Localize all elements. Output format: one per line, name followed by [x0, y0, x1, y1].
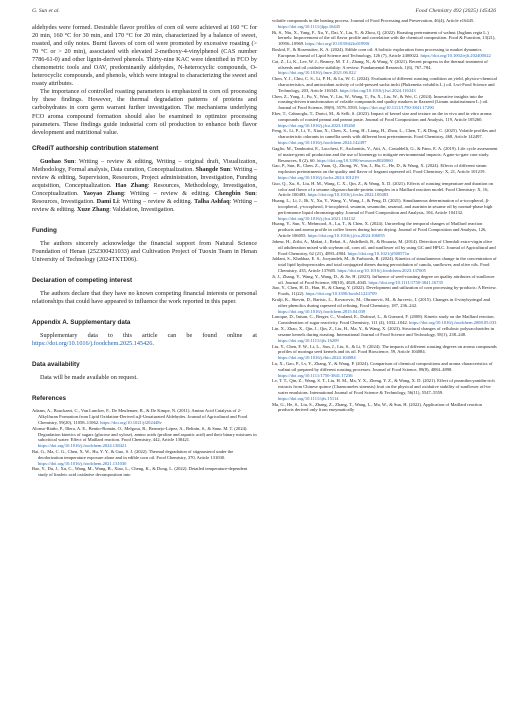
reference-text: Lv, T. T., Qin, Z., Wang, S. T., Liu, H. M., Ma, Y. X., Zheng, Y. Z., & Wang, X. D. (2021). Effect of proanthocyanidin-rich extracts from Chinese quince (Chaenomeles sinensis) fruit on the physical and oxidative stability of sunflower oil-in-water emulsions. International Journal of Food Science & Technology, 56(11), 5547–5559.	[272, 378, 495, 395]
reference-text: Gaglio, M., Tamburini, E., Lucchesi, F., Aschonitis, V., Atti, A., Castaldelli, G., & Fano, E. A. (2019). Life cycle assessment of maize-germ oil production and the use of bioenergy to mitigate environmental impacts: A gate-to-gate case study. Resources, 8 (2), 60.	[272, 145, 498, 163]
reference-item	[272, 274, 498, 286]
running-header-authors: G. Sun et al.	[32, 8, 60, 14]
appendix-heading: Appendix A. Supplementary data	[32, 319, 131, 327]
credit-role: Writing – review & editing.	[130, 189, 211, 197]
reference-doi-link[interactable]: https://doi.org/10.1111/1750-3841.17290	[359, 105, 434, 111]
reference-doi-link[interactable]: https://doi.org/10.1016/j.foodchem.2015.04.039	[278, 308, 366, 314]
reference-item	[272, 59, 498, 76]
credit-name: Shangde Sun	[195, 165, 231, 173]
credit-name: Yaoyao Zhang	[83, 189, 124, 197]
credit-name: Talha Ashfaq	[194, 197, 230, 205]
credit-role: Resources, Investigation.	[32, 197, 95, 205]
reference-doi-link[interactable]: https://doi.org/10.1111/jfpp.16445	[278, 23, 341, 29]
reference-item	[32, 449, 257, 466]
reference-doi-link[interactable]: https://doi.org/10.1016/j.foodchem.2023.137605	[337, 267, 426, 273]
reference-doi-link[interactable]: https://doi.org/10.1002/ejlt.202400022	[420, 52, 491, 58]
credit-name: Hao Zhang	[115, 181, 148, 189]
supplementary-doi-link[interactable]: https://doi.org/10.1016/j.foodchem.2025.145426	[32, 340, 153, 348]
data-availability-heading: Data availability	[32, 361, 80, 369]
data-availability-text: Data will be made available on request.	[40, 374, 138, 382]
reference-doi-link[interactable]: https://doi.org/10.1021/jf202448v	[100, 419, 162, 425]
reference-text: Laroque, D., Inisan, C., Berger, C., Vouland, E., Dufossé, L., & Guerard, F. (2008). Kinetic study on the Maillard reaction. Consideration of sugar reactivity. Food Chemistry, 111 (4), 1032–1042.	[272, 314, 495, 326]
reference-item	[272, 111, 498, 128]
reference-doi-link[interactable]: https://doi.org/10.1016/j.jfca.2021.104132	[278, 215, 356, 221]
reference-text: Cai, Z., Li, K., Lee, W. J., Reaney, M. T. J., Zhang, N., & Wang, Y. (2021). Recent progress in the thermal treatment of oilseeds and oil oxidative stability: A review. Fundamental Research, 1(6), 767–784.	[272, 58, 488, 70]
reference-item	[272, 181, 498, 198]
reference-item	[272, 297, 498, 314]
credit-name: Dami Li	[96, 197, 119, 205]
reference-text: Ma, G., He, S., Liu, S., Zhang, Z., Zhang, T., Wang, L., Ma, W., & Sun, H. (2022). Application of Maillard reaction products derived only from enzymatically	[272, 401, 482, 413]
reference-doi-link[interactable]: https://doi.org/10.3390/resources8020060	[316, 157, 393, 163]
reference-item	[32, 408, 257, 425]
reference-doi-link[interactable]: https://doi.org/10.1016/j.foodchem.2024.142497	[278, 140, 367, 146]
left-column	[32, 24, 257, 478]
reference-text: Bi, S., Niu, X., Yang, F., Xu, Y., Dai, Y., Liu, Y., & Zhou, Q. (2022). Roasting pretreatment of walnut (Juglans regia L.) kernels: Improvement of the oil flavor profile and correlation with the chemical composition. Food & Function, 13(21), 10956–10969.	[272, 29, 496, 47]
reference-text: Lu, X., Gao, P., Lv, Y., Zhang, Y., & Wang, P. (2024). Comparison of chemical compositions and aroma characteristics of walnut oil prepared by different roasting processes. Journal of Food Science, 89(8), 4884–4898.	[272, 360, 493, 372]
reference-item	[272, 378, 498, 401]
reference-doi-link[interactable]: https://doi.org/10.1111/ijfs.16209	[278, 337, 339, 343]
reference-doi-link[interactable]: https://doi.org/10.1016/j.foodchem.2021.131030	[38, 460, 127, 466]
reference-text: Jaldani, S., Khabbaz, E. S., Jooyandeh, M., & Farhoosh, R. (2024). Kinetics of simultaneous change in the concentration of total lipid hydroperoxides and total conjugated dienes during peroxidation of canola, sunflower, and olive oils. Food Chemistry, 435, Article 137605.	[272, 256, 497, 273]
reference-item	[32, 466, 257, 478]
conclusion-paragraph-1: aldehydes were formed. Desirable flavor profiles of corn oil were achieved at 160 °C for 20 min, 160 °C for 30 min, and 170 °C for 20 min, characterized by a balance of sweet, roasted, and oily notes. Burnt flavors of corn oil were promoted by excessive roasting (> 70 °C or > 20 min), associated with elevated 2-methoxy-4-vinylphenol (CAS number 7786-61-0) and other lignin-derived phenols. Thirty-nine KAC were identified in FCO by chemometric tools and OAV, predominantly aldehydes, N-heterocyclic compounds, O-heterocyclic compounds, and phenols, which were integral to characterizing the sweet and roasty attributes.	[32, 24, 257, 88]
reference-doi-link[interactable]: https://doi.org/10.1016/j.fmre.2021.06.022	[278, 70, 356, 76]
reference-item	[272, 47, 498, 59]
reference-doi-link[interactable]: https://doi.org/10.1016/j.foodchem.2024.138421	[38, 443, 127, 449]
reference-doi-link[interactable]: https://doi.org/10.3390/foods11223709	[305, 291, 377, 297]
reference-text: Boskid, F., & Rosenstiter, K. A. (2024). Edible corn oil: A holistic exploration from processing to market dynamics. European Journal of Lipid Science and Technology, 126 (7), Article 2400022.	[272, 47, 483, 58]
competing-interest-text: The authors declare that they have no known competing financial interests or personal relationships that could have appeared to influence the work reported in this paper.	[32, 290, 257, 306]
reference-item	[272, 30, 498, 47]
reference-text: Bai, G., Ma, C. G., Chen, X. W., Hu, Y. Y., & Guo, S. J. (2022). Thermal degradation of stigmasterol under the deodorization temperature exposure alone and in edible corn oil. Food Chemistry, 370, Article 131030.	[32, 449, 234, 460]
reference-doi-link[interactable]: https://doi.org/10.1111/1750-3841.16735	[368, 279, 444, 285]
reference-text: Ji, J., Zhang, Y., Wang, Y., Wang, D., & Jie, H. (2023). Influence of seed-roasting degree on quality attributes of sunflower oil. Journal of Food Science, 88(10), 4028–4045.	[272, 273, 495, 285]
references-heading: References	[32, 395, 66, 403]
reference-item	[272, 256, 498, 273]
reference-text: Guo, Q., Xu, S., Liu, H. M., Wang, C. X., Qin, Z., & Wang, X. D. (2021). Effects of roasting temperature and duration on color and flavor of a sesame oligosaccharide-protein complex in a Maillard reaction model. Food Chemistry: X, 16, Article 100483.	[272, 180, 494, 198]
reference-item	[272, 76, 498, 93]
funding-text: The authors sincerely acknowledge the financial support from Natural Science Foundation of Henan (252300421033) and Cultivation Project of Tuoxin Team in Henan University of Technology (2024TXTD06).	[32, 239, 257, 264]
reference-list-left	[32, 408, 257, 478]
reference-item	[272, 221, 498, 238]
credit-role: Writing – review & editing, Supervision, Resources, Project administration, Investigation, Funding acquisition, Conceptualization.	[32, 165, 258, 189]
reference-text: Adams, A., Bouckaert, C., Van Lancker, F., De Meulenaer, B., & De Kimpe, N. (2011). Amino Acid Catalysis of 2-Alkylfuran Formation from Lipid Oxidation-Derived α,β-Unsaturated Aldehydes. Journal of Agricultural and Food Chemistry, 59(20), 11058–11062.	[32, 408, 248, 425]
reference-item	[272, 94, 498, 111]
reference-item	[32, 426, 257, 449]
reference-text: Feng, S., Li, P., Li, Y., Xiao, X., Chen, X., Leng, H., Liang, H., Zhou, L., Chen, T., & Ding, C. (2025). Volatile profiles and characteristic odorants in camellia seeds with different heat pretreatments. Food Chemistry, 468, Article 142497.	[272, 128, 496, 140]
reference-text: Jiao, Y., Chen, H. D., Han, H., & Chang, Y. (2022). Development and utilization of corn processing by-products: A Review. Foods, 11(22).	[272, 285, 497, 297]
reference-item	[272, 314, 498, 326]
running-header-journal: Food Chemistry 492 (2025) 145426	[415, 8, 496, 14]
right-column	[272, 18, 498, 413]
reference-text: Chen, Z., Yang, J., Fu, Y., Wan, Y., Liu, W., Wang, T., Fu, X., Liu, W., & Wei, C. (2024). Innovative insights into the roasting-driven transformation of volatile compounds and quality markers in flaxseed (Linum usitatissimum L.) oil. Journal of Food Science, 89(9), 5579–5593.	[272, 93, 489, 111]
reference-text: volatile compounds in the heating process. Journal of Food Processing and Preservation, 46(4), Article e16445.	[272, 18, 475, 23]
reference-text: Alonso-Riaño, P., Illera, A. E., Benito-Román, O., Melgosa, R., Bermejo-López, A., Beltrán, S., & Sanz, M. T. (2024). Degradation kinetics of sugars (glucose and xylose), amino acids (proline and aspartic acid) and their binary mixtures in subcritical water: Effect of Maillard reaction. Food Chemistry, 442, Article 138421.	[32, 425, 257, 443]
reference-item	[272, 402, 498, 414]
reference-text: Liu, Y., Chen, F. W., Li, L., Sun, J., Liu, S., & Li, Y. (2024). The impacts of different roasting degrees on aroma compounds profiles of moringa seed kernels and its oil. Food Bioscience, 59, Article 104084.	[272, 343, 497, 355]
reference-item	[272, 361, 498, 378]
reference-text: Kralji, K., Skevin, D., Barisic, L., Kovacevic, M., Obranovic, M., & Jurcevic, I. (2015). Changes in 4-vinylsyringol and other phenolics during rapeseed oil refining. Food Chemistry, 187, 236–242.	[272, 297, 491, 308]
credit-statement: Guohao Sun: Writing – review & editing, Writing – original draft, Visualization, Methodology, Formal analysis, Data curation, Conceptualization. Shangde Sun: Writing – review & editing, Supervision, Resources, Project administration, Investigation, Funding acquisition, Conceptualization. Hao Zhang: Resources, Methodology, Investigation, Conceptualization. Yaoyao Zhang: Writing – review & editing. Chengbin Sun: Resources, Investigation. Dami Li: Writing – review & editing. Talha Ashfaq: Writing – review & editing. Xuze Zhang: Validation, Investigation.	[32, 157, 258, 213]
reference-item	[272, 146, 498, 163]
reference-text: Huang, Y., Sun, Y., Mehmood, A., Lu, T., & Chen, X. (2024). Unraveling the temporal changes of Maillard reaction products and aroma profile in coffee leaves during hot-air drying. Journal of Food Composition and Analysis, 126, Article 106055.	[272, 221, 487, 239]
credit-name: Xuze Zhang	[77, 205, 110, 213]
credit-role: Validation, Investigation.	[112, 205, 175, 213]
reference-doi-link[interactable]: https://doi.org/10.1016/j.fbio.2024.104084	[278, 355, 356, 361]
credit-heading: CRediT authorship contribution statement	[32, 144, 159, 152]
reference-item	[272, 285, 498, 297]
reference-text: Eker, T., Cabaroglu, T., Darici, M., & Selli, S. (2023). Impact of kernel size and texture on the in vivo and in vitro aroma compounds of roasted peanut and peanut paste. Journal of Food Composition and Analysis, 119, Article 105260.	[272, 111, 492, 122]
reference-item	[272, 163, 498, 180]
reference-text: Bao, Y., Du, J., Xu, C., Wang, M., Wang, B., Xiao, L., Cheng, K., & Dong, L. (2022). Detailed temperature-dependent study of linoleic acid oxidative decomposition into	[32, 466, 248, 478]
reference-item	[272, 326, 498, 343]
reference-text: Gao, P., Sun, B., Chen, Z., Yuan, Q., Zhong, W., Yin, J., Hu, C., He, D., & Wang, X. (2024). Effects of different steam explosion pretreatments on the quality and flavor of fragrant rapeseed oil. Food Chemistry: X, 21, Article 101219.	[272, 163, 487, 175]
credit-role: Writing – review & editing, Writing – original draft, Visualization, Methodology, Formal analysis, Data curation, Conceptualization.	[32, 157, 257, 173]
reference-doi-link[interactable]: https://doi.org/10.1039/d2fo01990f	[305, 41, 370, 47]
credit-role: Resources, Methodology, Investigation, Conceptualization.	[32, 181, 257, 197]
reference-text: Chen, Y. J., Chiu, C. S., Li, P. H., & Lu, W. C. (2024). Evaluation of different roasting condition on yield, physico-chemical characteristics, and antioxidant activity of cold-pressed sacha inchi (Plukenetia volubilis L.) oil. Lwt-Food Science and Technology, 203, Article 116343.	[272, 76, 497, 93]
reference-item	[272, 128, 498, 145]
reference-doi-link[interactable]: https://doi.org/10.1016/j.fochx.2022.100483	[307, 192, 389, 198]
reference-doi-link[interactable]: https://doi.org/10.1016/j.lwt.2024.116343	[339, 87, 416, 93]
conclusion-paragraph-2: The importance of controlled roasting parameters is emphasized in corn oil processing by these findings. However, the thermal degradation patterns of proteins and carbohydrates in corn germ warrant further investigation. The mechanisms underlying FCO aroma compound formation should also be examined to optimize processing parameters. These findings guide industrial corn oil production to enhance both flavor development and nutritional value.	[32, 88, 257, 136]
appendix-sentence: Supplementary data to this article can be found online at	[40, 332, 257, 340]
reference-text: Huang, L., Li, J., Bi, Y., Xu, Y., Wang, Y., Wang, J., & Peng, D. (2021). Simultaneous determination of α-tocopherol, β-tocopherol, γ-tocopherol, δ-tocopherol, sesamin, sesamolin, sesamol, and asarinin in sesame oil by normal-phase high performance liquid chromatography. Journal of Food Composition and Analysis, 104, Article 104132.	[272, 198, 493, 215]
credit-role: Writing – review & editing.	[32, 197, 258, 213]
competing-interest-heading: Declaration of competing interest	[32, 277, 133, 285]
reference-doi-link[interactable]: https://doi.org/10.1016/j.jfca.2023.105260	[278, 122, 356, 128]
reference-text: Jabeur, H., Zribi, A., Makni, J., Rebai, A., Abdelhedi, R., & Bouaziz, M. (2014). Detection of Chemlali extra-virgin olive oil adulteration mixed with soybean oil, corn oil, and sunflower oil by using GC and HPLC. Journal of Agricultural and Food Chemistry, 62 (21), 4893–4904.	[272, 238, 496, 256]
reference-item	[272, 18, 498, 30]
reference-doi-link[interactable]: https://doi.org/10.1016/j.fochx.2024.101219	[278, 174, 359, 180]
reference-item	[272, 239, 498, 256]
reference-doi-link[interactable]: https://doi.org/10.1021/jf500571n	[347, 250, 410, 256]
reference-doi-link[interactable]: https://doi.org/10.1016/j.foodchem.2008.05.033	[409, 320, 497, 326]
reference-doi-link[interactable]: https://doi.org/10.1111/1750-3841.17236	[278, 372, 353, 378]
credit-name: Chengbin Sun	[214, 189, 256, 197]
reference-doi-link[interactable]: https://doi.org/10.1016/j.jfca.2024.106055	[307, 233, 385, 239]
funding-heading: Funding	[32, 226, 57, 234]
appendix-text: Supplementary data to this article can be found online at https://doi.org/10.1016/j.foodchem.2025.145426.	[32, 332, 257, 348]
reference-doi-link[interactable]: https://doi.org/10.1111/ijfs.15114	[278, 395, 339, 401]
credit-name: Guohao Sun	[40, 157, 75, 165]
reference-text: Lin, X., Zhao, X., Qin, J., Qin, Z., Liu, H., Ma, Y., & Wang, X. (2023). Structural changes of cellulosic polysaccharides in sesame kernels during roasting. International Journal of Food Science and Technology, 58(1), 238–248.	[272, 326, 495, 337]
reference-item	[272, 198, 498, 221]
credit-role: Writing – review & editing.	[122, 197, 193, 205]
reference-item	[272, 344, 498, 361]
